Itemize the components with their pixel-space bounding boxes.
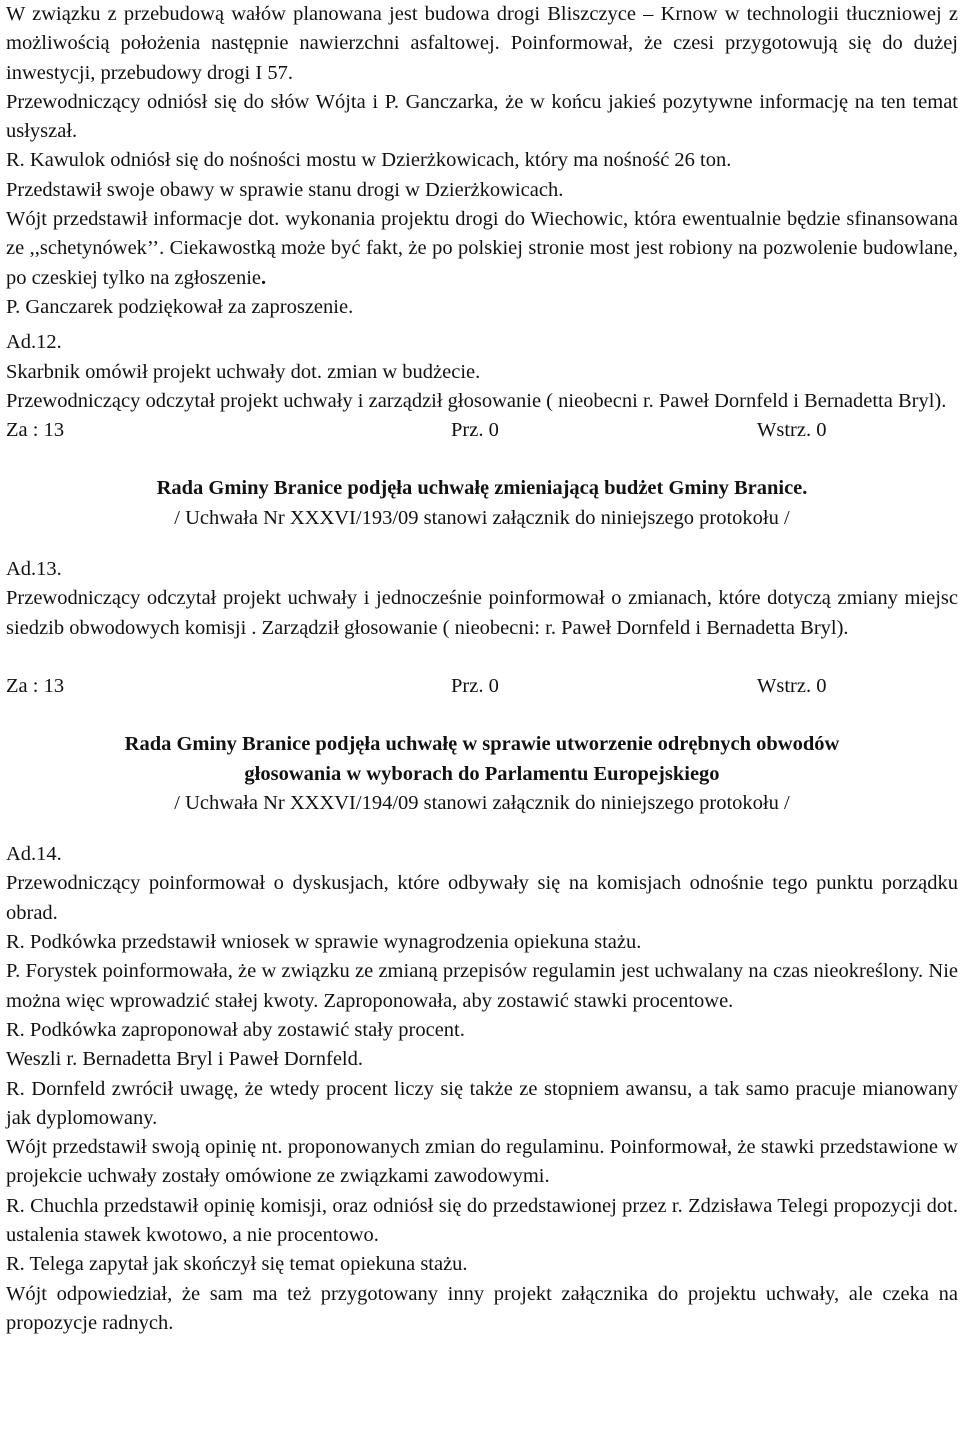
vote-for: Za : 13: [6, 419, 65, 442]
vote-result: [6, 416, 958, 445]
paragraph: W związku z przebudową wałów planowana jest budowa drogi Bliszczyce – Krnow w technologii tłuczniowej z możliwością położenia następnie nawierzchni asfaltowej. Poinformował, że czesi przygotowują się do dużej inwestycji, przebudowy drogi I 57.: [6, 3, 958, 84]
paragraph: P. Ganczarek podziękował za zaproszenie.: [6, 295, 354, 318]
paragraph: Skarbnik omówił projekt uchwały dot. zmian w budżecie.: [6, 360, 481, 383]
section-heading-ad14: Ad.14.: [6, 843, 62, 866]
vote-abstain: Wstrz. 0: [757, 674, 827, 697]
resolution-reference: / Uchwała Nr XXXVI/194/09 stanowi załącznik do niniejszego protokołu /: [174, 791, 790, 814]
paragraph: Przewodniczący odczytał projekt uchwały i jednocześnie poinformował o zmianach, które dotyczą zmiany miejsc siedzib obwodowych komisji . Zarządził głosowanie ( nieobecni: r. Paweł Dornfeld i Bernadetta Bryl).: [6, 587, 958, 639]
paragraph: R. Telega zapytał jak skończył się temat opiekuna stażu.: [6, 1253, 468, 1276]
resolution-title: głosowania w wyborach do Parlamentu Europejskiego: [244, 762, 720, 785]
paragraph: R. Podkówka zaproponował aby zostawić stały procent.: [6, 1018, 465, 1041]
vote-against: Prz. 0: [451, 674, 499, 697]
vote-result: [6, 672, 958, 701]
paragraph: P. Forystek poinformowała, że w związku ze zmianą przepisów regulamin jest uchwalany na czas nieokreślony. Nie można więc wprowadzić stałej kwoty. Zaproponowała, aby zostawić stawki procentowe.: [6, 960, 958, 1012]
paragraph-text: Ciekawostką może być fakt, że po polskiej stronie most jest robiony na pozwolenie budowlane, po czeskiej tylko na zgłoszenie: [6, 237, 959, 289]
paragraph: R. Dornfeld zwrócił uwagę, że wtedy procent liczy się także ze stopniem awansu, a tak samo pracuje mianowany jak dyplomowany.: [6, 1077, 958, 1129]
section-heading-ad12: Ad.12.: [6, 331, 62, 354]
resolution-reference: / Uchwała Nr XXXVI/193/09 stanowi załącznik do niniejszego protokołu /: [174, 506, 790, 529]
paragraph: Wójt przedstawił swoją opinię nt. proponowanych zmian do regulaminu. Poinformował, że stawki przedstawione w projekcie uchwały zostały omówione ze związkami zawodowymi.: [6, 1136, 958, 1188]
paragraph: R. Podkówka przedstawił wniosek w sprawie wynagrodzenia opiekuna stażu.: [6, 931, 642, 954]
resolution-title: Rada Gminy Branice podjęła uchwałę w sprawie utworzenie odrębnych obwodów: [124, 733, 840, 756]
vote-against: Prz. 0: [451, 419, 499, 442]
resolution-title: Rada Gminy Branice podjęła uchwałę zmieniającą budżet Gminy Branice.: [156, 477, 808, 500]
paragraph: Wójt odpowiedział, że sam ma też przygotowany inny projekt załącznika do projektu uchwały, ale czeka na propozycje radnych.: [6, 1282, 958, 1334]
paragraph: Przedstawił swoje obawy w sprawie stanu drogi w Dzierżkowicach.: [6, 178, 564, 201]
vote-abstain: Wstrz. 0: [757, 419, 827, 442]
paragraph: R. Kawulok odniósł się do nośności mostu w Dzierżkowicach, który ma nośność 26 ton.: [6, 149, 732, 172]
vote-for: Za : 13: [6, 674, 65, 697]
paragraph-text: Wójt przedstawił informacje dot. wykonania projektu drogi do Wiechowic, która ewentualnie będzie sfinansowana ze ,,schetynówek’’.: [6, 208, 958, 260]
paragraph: [6, 205, 958, 293]
section-heading-ad13: Ad.13.: [6, 558, 62, 581]
paragraph: Weszli r. Bernadetta Bryl i Paweł Dornfeld.: [6, 1048, 363, 1071]
paragraph: Przewodniczący odniósł się do słów Wójta i P. Ganczarka, że w końcu jakieś pozytywne informację na ten temat usłyszał.: [6, 90, 958, 143]
paragraph: R. Chuchla przedstawił opinię komisji, oraz odniósł się do przedstawionej przez r. Zdzisława Telegi propozycji dot. ustalenia stawek kwotowo, a nie procentowo.: [6, 1194, 958, 1246]
paragraph-text: .: [261, 266, 267, 289]
paragraph: Przewodniczący odczytał projekt uchwały i zarządził głosowanie ( nieobecni r. Paweł Dornfeld i Bernadetta Bryl).: [6, 389, 947, 412]
paragraph: Przewodniczący poinformował o dyskusjach, które odbywały się na komisjach odnośnie tego punktu porządku obrad.: [6, 872, 958, 924]
